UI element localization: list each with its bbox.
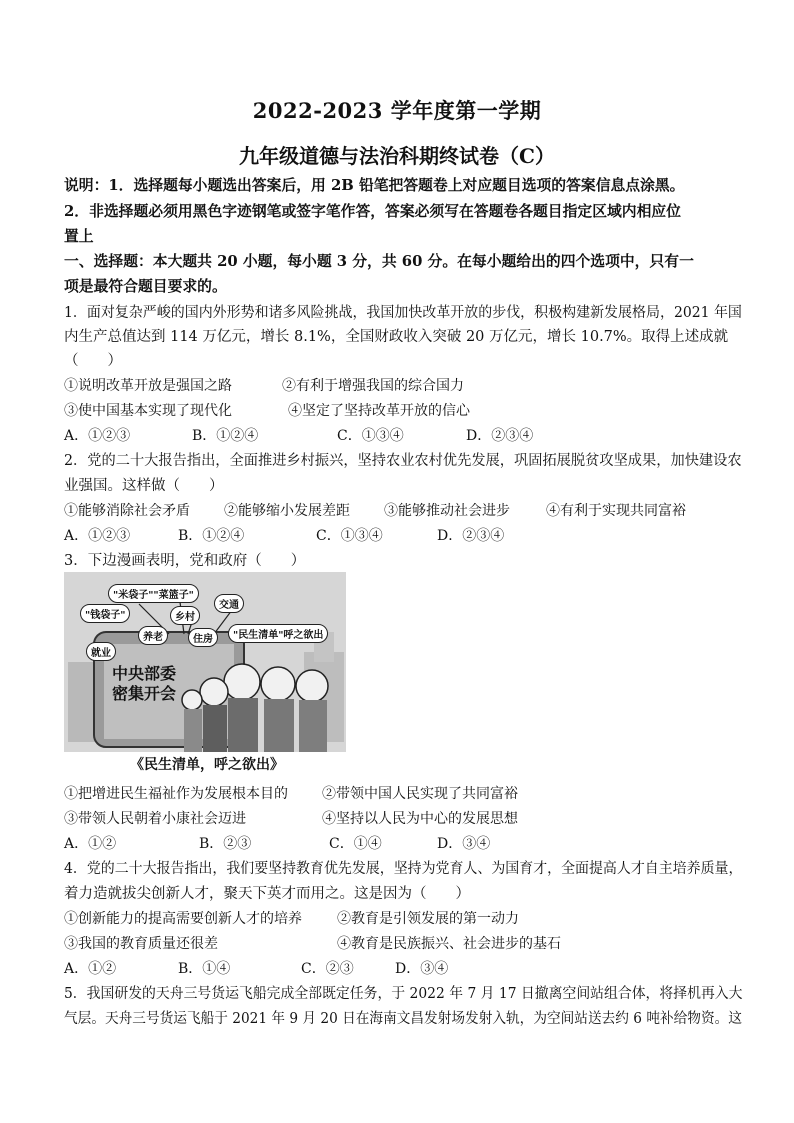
q2-choice-b: B．①②④ <box>178 528 245 544</box>
q3-choice-d: D．③④ <box>437 836 491 852</box>
exam-title: 九年级道德与法治科期终试卷（C） <box>239 144 555 168</box>
comic-screen-text <box>112 664 176 704</box>
q3-statement-2: ②带领中国人民实现了共同富裕 <box>322 786 518 802</box>
comic-illustration <box>64 572 346 752</box>
q2-statement-2: ②能够缩小发展差距 <box>224 503 350 519</box>
q4-choice-a: A．①② <box>64 961 117 977</box>
instruction-line-1: 说明：1．选择题每小题选出答案后，用 2B 铅笔把答题卷上对应题目选项的答案信息点涂黑。 <box>64 177 685 194</box>
instruction-line-2: 2．非选择题必须用黑色字迹钢笔或签字笔作答，答案必须写在答题卷各题目指定区域内相应位 <box>64 203 681 220</box>
q2-statement-4: ④有利于实现共同富裕 <box>546 503 686 519</box>
comic-bubble-employment: 就业 <box>86 642 116 661</box>
q2-stem-line-1: 2．党的二十大报告指出，全面推进乡村振兴，坚持农业农村优先发展，巩固拓展脱贫攻坚成果，加快建设农 <box>64 453 742 469</box>
q3-stem-line-1: 3．下边漫画表明，党和政府（ ） <box>64 553 306 569</box>
comic-bubble-housing: 住房 <box>188 628 218 647</box>
q2-statement-3: ③能够推动社会进步 <box>384 503 510 519</box>
q3-statement-1: ①把增进民生福祉作为发展根本目的 <box>64 786 288 802</box>
comic-bubble-rice-bag: "米袋子""菜篮子" <box>108 584 199 603</box>
q1-stem-line-3: （ ） <box>64 353 122 369</box>
q1-choice-a: A．①②③ <box>64 428 131 444</box>
q3-statement-4: ④坚持以人民为中心的发展思想 <box>322 811 518 827</box>
q3-choice-c: C．①④ <box>329 836 382 852</box>
comic-bubble-money-bag: "钱袋子" <box>80 604 130 623</box>
q2-choice-d: D．②③④ <box>437 528 505 544</box>
comic-drawing <box>64 572 346 752</box>
q4-choice-c: C．②③ <box>301 961 354 977</box>
q4-statement-1: ①创新能力的提高需要创新人才的培养 <box>64 911 302 927</box>
comic-bubble-pension: 养老 <box>138 626 168 645</box>
comic-bubble-village: 乡村 <box>170 606 200 625</box>
q4-stem-line-2: 着力造就拔尖创新人才，聚天下英才而用之。这是因为（ ） <box>64 886 470 902</box>
q1-choice-d: D．②③④ <box>466 428 534 444</box>
q1-stem-line-2: 内生产总值达到 114 万亿元，增长 8.1%，全国财政收入突破 20 万亿元，增长 10.7%。取得上述成就 <box>64 329 729 345</box>
q2-stem-line-2: 业强国。这样做（ ） <box>64 478 224 494</box>
comic-screen-line-2: 密集开会 <box>112 684 177 703</box>
section-heading-line-2: 项是最符合题目要求的。 <box>64 278 227 295</box>
exam-year-title: 2022-2023 学年度第一学期 <box>252 98 542 123</box>
q4-choice-d: D．③④ <box>395 961 449 977</box>
q2-choice-a: A．①②③ <box>64 528 131 544</box>
q1-statement-3: ③使中国基本实现了现代化 <box>64 403 232 419</box>
q2-choice-c: C．①③④ <box>316 528 383 544</box>
q3-statement-3: ③带领人民朝着小康社会迈进 <box>64 811 246 827</box>
q4-stem-line-1: 4．党的二十大报告指出，我们要坚持教育优先发展，坚持为党育人、为国育才，全面提高人才自主培养质量， <box>64 861 743 877</box>
q5-stem-line-2: 气层。天舟三号货运飞船于 2021 年 9 月 20 日在海南文昌发射场发射入轨，为空间站送去约 6 吨补给物资。这 <box>64 1011 742 1027</box>
comic-bubble-livelihood-list: "民生清单"呼之欲出 <box>228 624 328 643</box>
comic-caption: 《民生清单，呼之欲出》 <box>130 757 284 773</box>
comic-screen-line-1: 中央部委 <box>112 664 177 683</box>
q3-choice-b: B．②③ <box>199 836 252 852</box>
q1-statement-2: ②有利于增强我国的综合国力 <box>282 378 464 394</box>
q1-choice-c: C．①③④ <box>337 428 404 444</box>
q4-statement-2: ②教育是引领发展的第一动力 <box>337 911 519 927</box>
comic-bubble-transport: 交通 <box>214 594 244 613</box>
q4-statement-4: ④教育是民族振兴、社会进步的基石 <box>337 936 561 952</box>
q4-choice-b: B．①④ <box>178 961 231 977</box>
instruction-line-3: 置上 <box>64 228 94 245</box>
q3-choice-a: A．①② <box>64 836 117 852</box>
q1-choice-b: B．①②④ <box>192 428 259 444</box>
q1-statement-4: ④坚定了坚持改革开放的信心 <box>288 403 470 419</box>
q1-statement-1: ①说明改革开放是强国之路 <box>64 378 232 394</box>
q2-statement-1: ①能够消除社会矛盾 <box>64 503 190 519</box>
q4-statement-3: ③我国的教育质量还很差 <box>64 936 218 952</box>
section-heading-line-1: 一、选择题：本大题共 20 小题，每小题 3 分，共 60 分。在每小题给出的四个选项中，只有一 <box>64 253 694 270</box>
q5-stem-line-1: 5．我国研发的天舟三号货运飞船完成全部既定任务，于 2022 年 7 月 17 日撤离空间站组合体，将择机再入大 <box>64 986 743 1002</box>
q1-stem-line-1: 1．面对复杂严峻的国内外形势和诸多风险挑战，我国加快改革开放的步伐，积极构建新发展格局，2021 年国 <box>64 305 742 321</box>
